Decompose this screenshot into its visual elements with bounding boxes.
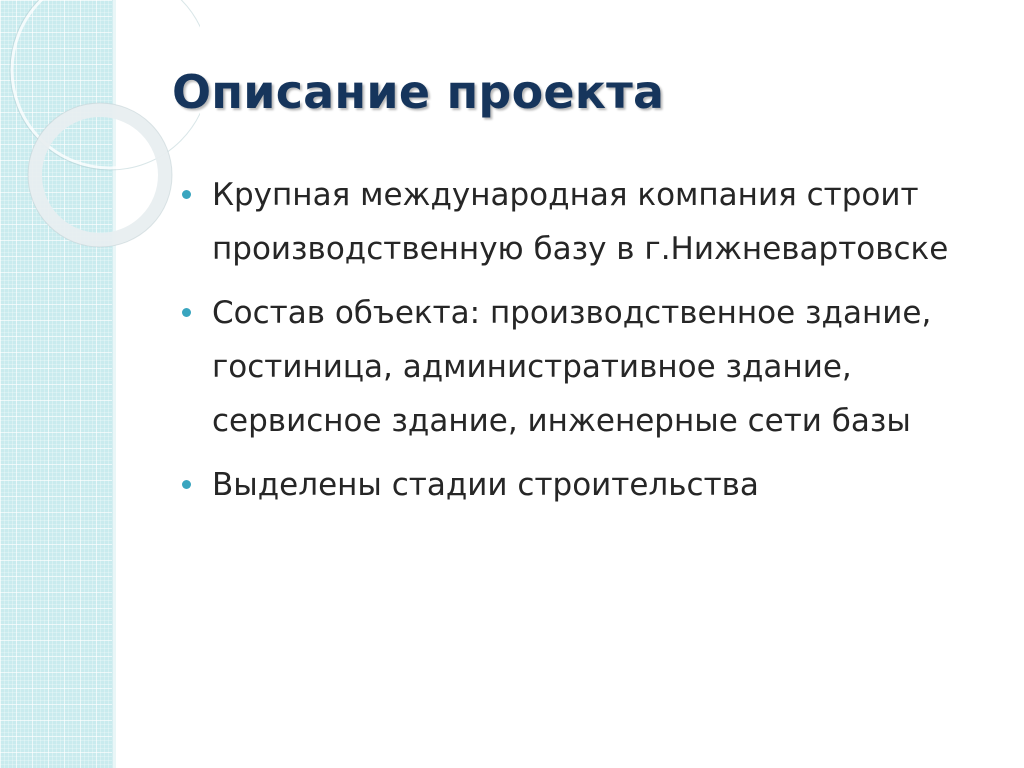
bullet-text: Выделены стадии строительства xyxy=(212,467,759,503)
bullet-item xyxy=(180,168,980,276)
bullet-item xyxy=(180,458,980,512)
bullet-text: Крупная международная компания строит производственную базу в г.Нижневартовске xyxy=(212,177,949,267)
bullet-list xyxy=(180,168,980,522)
slide-title: Описание проекта xyxy=(172,65,665,119)
bullet-dot-icon xyxy=(182,308,191,317)
bullet-item xyxy=(180,286,980,448)
band-divider xyxy=(112,0,116,768)
bullet-text: Состав объекта: производственное здание, гостиница, административное здание, сервисное здание, инженерные сети базы xyxy=(212,295,932,439)
left-grid-band xyxy=(0,0,112,768)
bullet-dot-icon xyxy=(182,190,191,199)
bullet-dot-icon xyxy=(182,480,191,489)
